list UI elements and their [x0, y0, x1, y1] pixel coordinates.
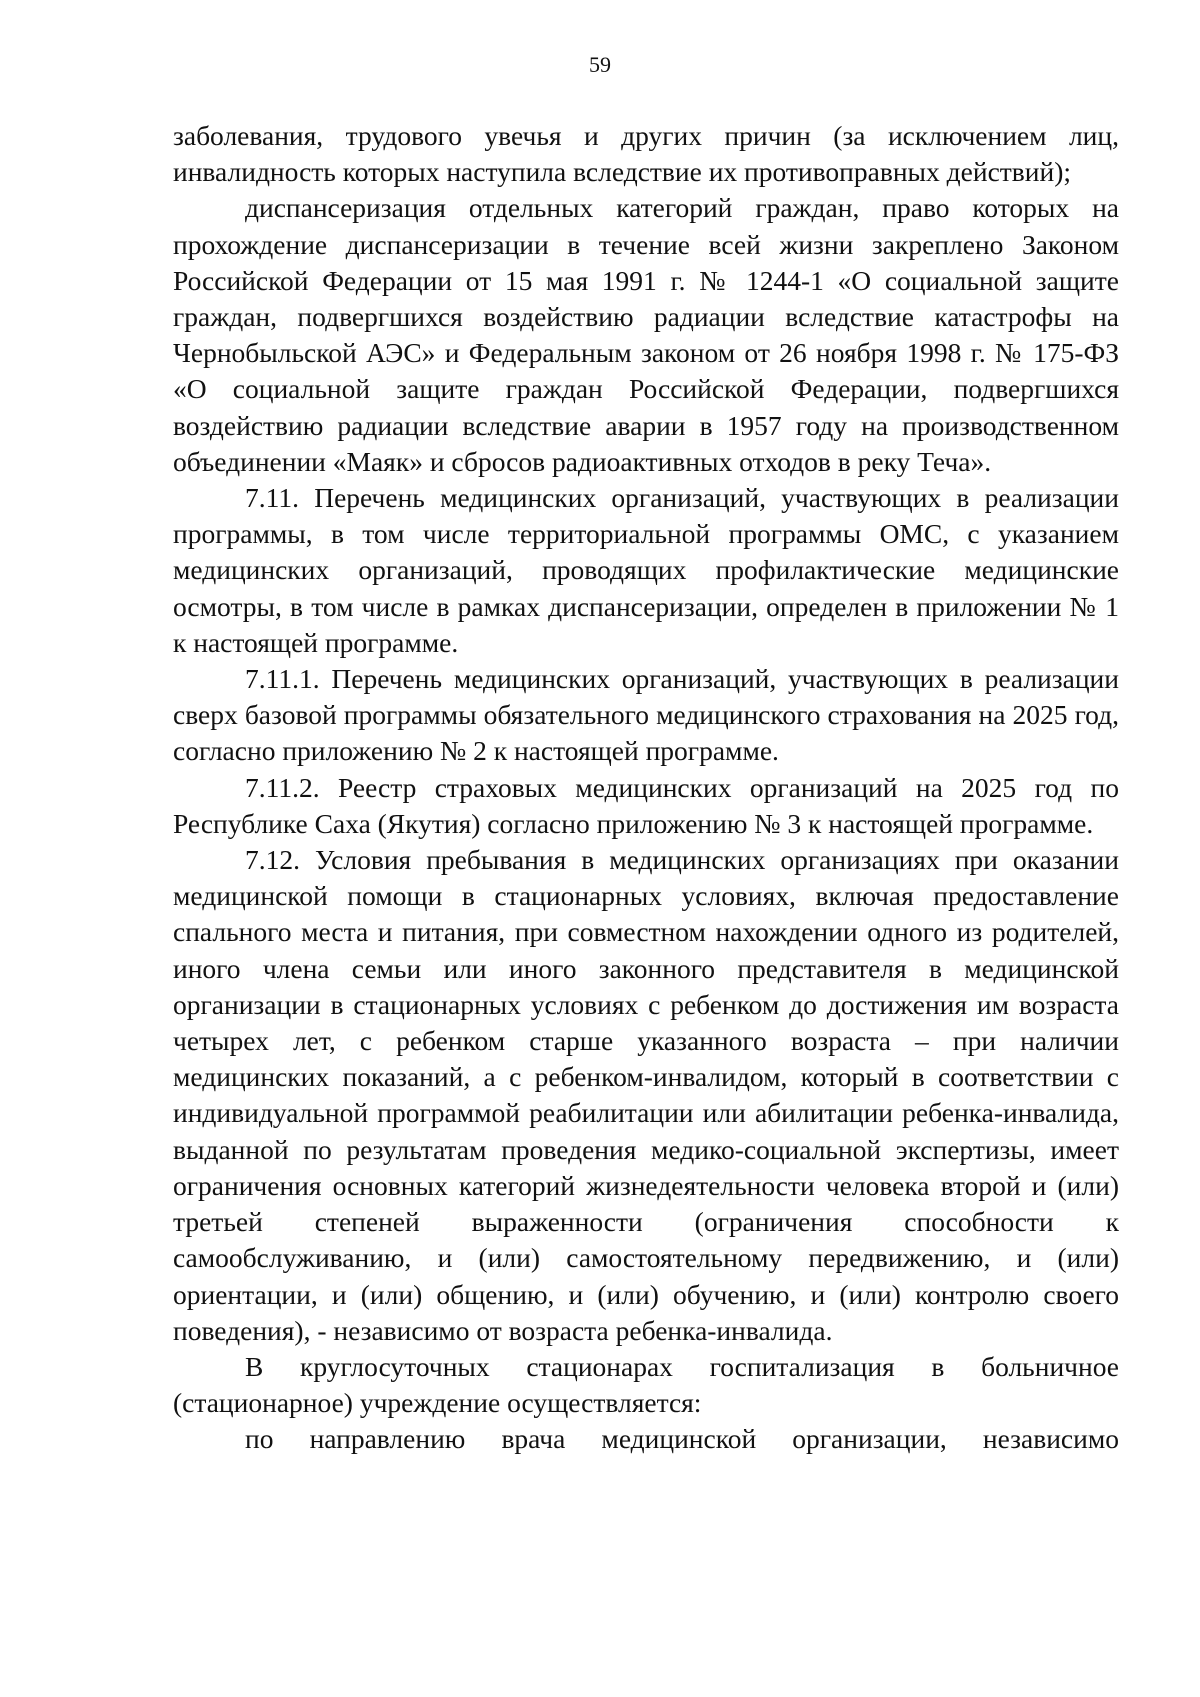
paragraph-7-11-1: 7.11.1. Перечень медицинских организаций, участвующих в реализации сверх базовой программы обязательного медицинского страхования на 2025 год, согласно приложению № 2 к настоящей программе. — [173, 663, 1119, 767]
paragraph-hospitalization: В круглосуточных стационарах госпитализация в больничное (стационарное) учреждение осуществляется: — [173, 1350, 1119, 1419]
document-body — [173, 118, 1119, 1458]
paragraph-illness-causes: заболевания, трудового увечья и других причин (за исключением лиц, инвалидность которых наступила вследствие их противоправных действий); — [173, 120, 1119, 188]
paragraph-dispensary-categories: диспансеризация отдельных категорий граждан, право которых на прохождение диспансеризации в течение всей жизни закреплено Законом Российской Федерации от 15 мая 1991 г. № 1244-1 «О социальной защите граждан, подвергшихся воздействию радиации вследствие катастрофы на Чернобыльской АЭС» и Федеральным законом от 26 ноября 1998 г. № 175-ФЗ «О социальной защите граждан Российской Федерации, подвергшихся воздействию радиации вследствие аварии в 1957 году на производственном объединении «Маяк» и сбросов радиоактивных отходов в реку Теча». — [173, 192, 1119, 477]
page-number: 59 — [589, 52, 611, 77]
paragraph-7-11: 7.11. Перечень медицинских организаций, участвующих в реализации программы, в том числе территориальной программы ОМС, с указанием медицинских организаций, проводящих профилактические медицинские осмотры, в том числе в рамках диспансеризации, определен в приложении № 1 к настоящей программе. — [173, 482, 1119, 658]
paragraph-referral: по направлению врача медицинской организации, независимо — [245, 1423, 1119, 1455]
paragraph-7-12: 7.12. Условия пребывания в медицинских организациях при оказании медицинской помощи в стационарных условиях, включая предоставление спального места и питания, при совместном нахождении одного из родителей, иного члена семьи или иного законного представителя в медицинской организации в стационарных условиях с ребенком до достижения им возраста четырех лет, с ребенком старше указанного возраста – при наличии медицинских показаний, а с ребенком-инвалидом, который в соответствии с индивидуальной программой реабилитации или абилитации ребенка-инвалида, выданной по результатам проведения медико-социальной экспертизы, имеет ограничения основных категорий жизнедеятельности человека второй и (или) третьей степеней выраженности (ограничения способности к самообслуживанию, и (или) самостоятельному передвижению, и (или) ориентации, и (или) общению, и (или) обучению, и (или) контролю своего поведения), - независимо от возраста ребенка-инвалида. — [173, 844, 1119, 1346]
paragraph-7-11-2: 7.11.2. Реестр страховых медицинских организаций на 2025 год по Республике Саха (Якутия) согласно приложению № 3 к настоящей программе. — [173, 771, 1119, 839]
